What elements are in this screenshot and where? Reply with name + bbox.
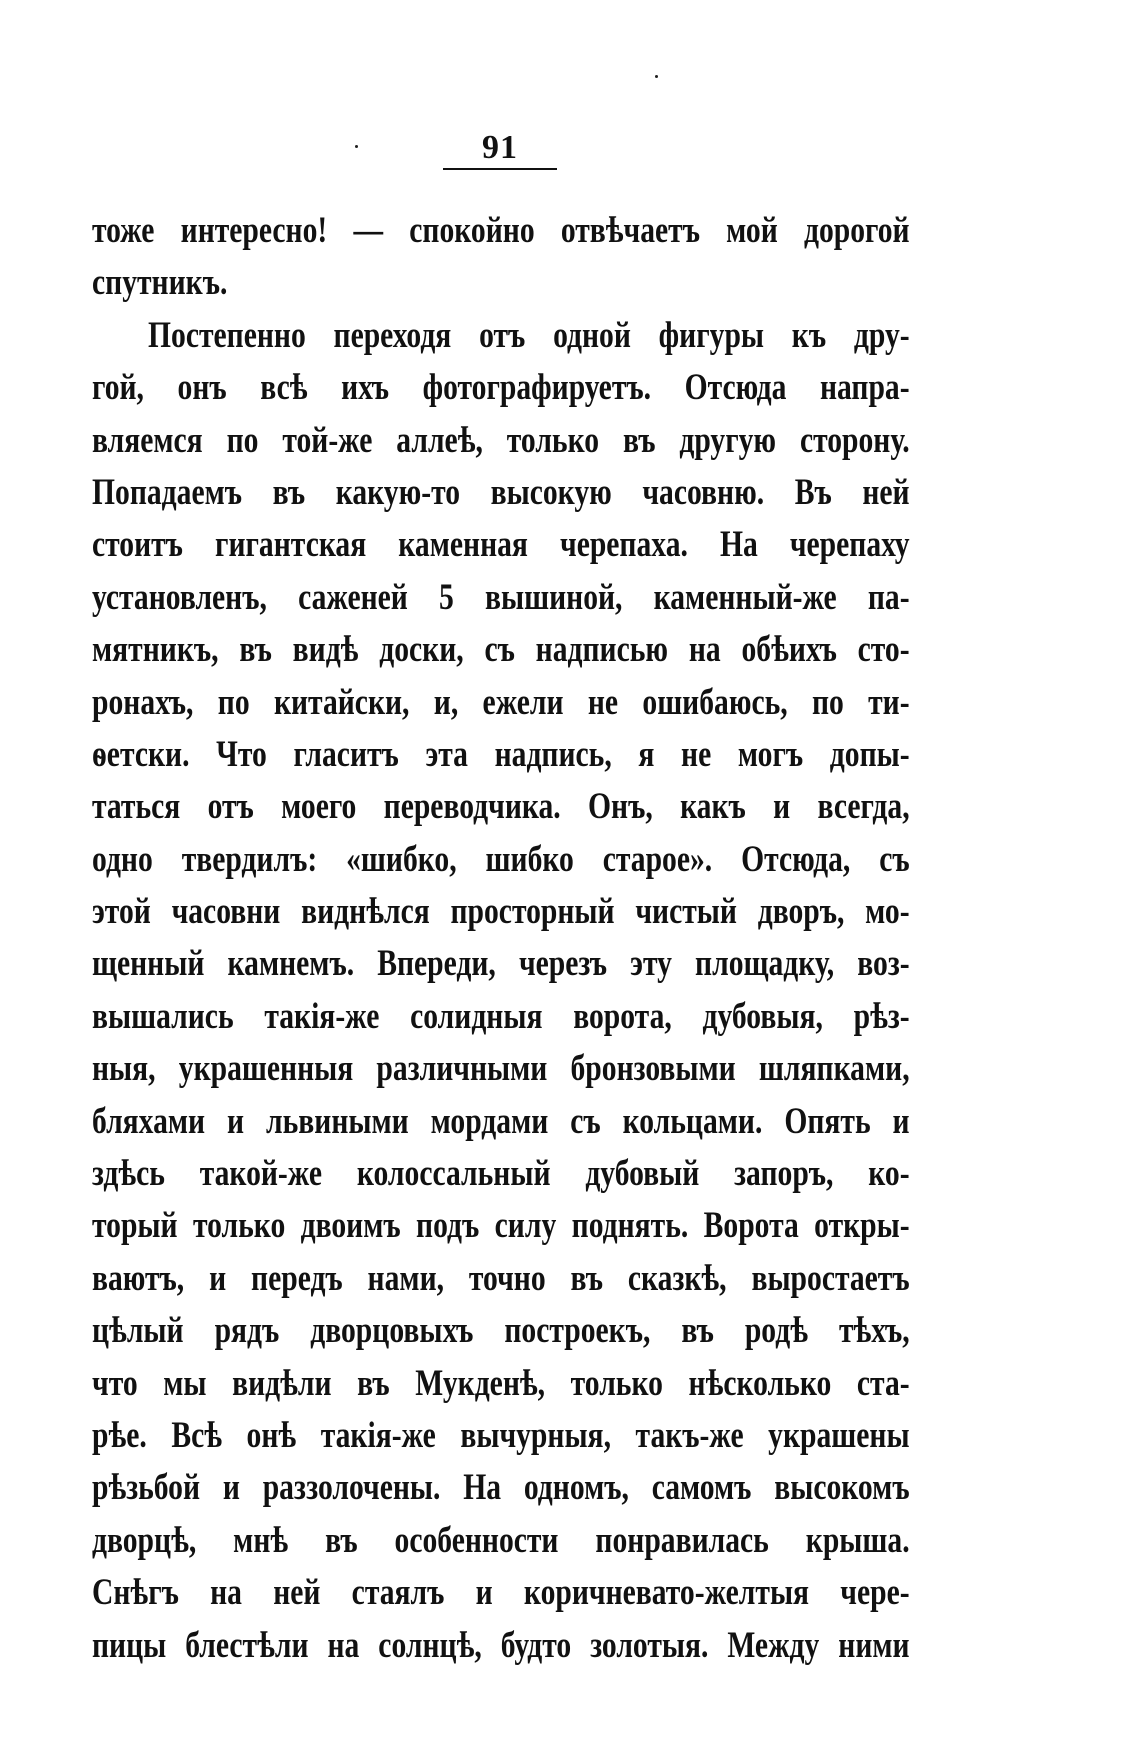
text-line: стоитъ гигантская каменная черепаха. На черепаху [92,524,910,566]
text-line: одно твердилъ: «шибко, шибко старое». Отсюда, съ [92,838,910,880]
print-speck [655,75,658,78]
text-line: ронахъ, по китайски, и, ежели не ошибаюсь, по ти- [92,681,910,723]
text-line: установленъ, саженей 5 вышиной, каменный-же па- [92,576,910,618]
text-line: торый только двоимъ подъ силу поднять. Ворота откры- [92,1205,910,1247]
text-line: гой, онъ всѣ ихъ фотографируетъ. Отсюда напра- [92,367,910,409]
body-text [92,205,910,1672]
text-line: щенный камнемъ. Впереди, черезъ эту площадку, воз- [92,943,910,985]
text-line: тоже интересно! — спокойно отвѣчаетъ мой дорогой [92,210,910,251]
text-line: Попадаемъ въ какую-то высокую часовню. Въ ней [92,471,910,513]
text-line: ваютъ, и передъ нами, точно въ сказкѣ, выростаетъ [92,1257,910,1299]
text-line: дворцѣ, мнѣ въ особенности понравилась крыша. [92,1519,910,1561]
text-line: здѣсь такой-же колоссальный дубовый запоръ, ко- [92,1153,910,1195]
text-line: вышались такія-же солидныя ворота, дубовыя, рѣз- [92,995,910,1037]
text-line: цѣлый рядъ дворцовыхъ построекъ, въ родѣ тѣхъ, [92,1310,910,1352]
text-line: этой часовни виднѣлся просторный чистый дворъ, мо- [92,891,910,933]
text-line: таться отъ моего переводчика. Онъ, какъ и всегда, [92,786,910,828]
text-line: пицы блестѣли на солнцѣ, будто золотыя. Между ними [92,1624,910,1666]
text-line: ѳетски. Что гласитъ эта надпись, я не могъ допы- [92,733,910,775]
text-line: вляемся по той-же аллеѣ, только въ другую сторону. [92,419,910,461]
text-line: что мы видѣли въ Мукденѣ, только нѣсколько ста- [92,1362,910,1404]
text-line: рѣзьбой и раззолочены. На одномъ, самомъ высокомъ [92,1467,910,1509]
text-line: спутникъ. [92,262,228,304]
text-line: Снѣгъ на ней стаялъ и коричневато-желтыя чере- [92,1572,910,1614]
page-number: 91 [482,129,518,166]
text-line: мятникъ, въ видѣ доски, съ надписью на обѣихъ сто- [92,629,910,671]
text-line: ныя, украшенныя различными бронзовыми шляпками, [92,1048,910,1090]
text-line: бляхами и львиными мордами съ кольцами. Опять и [92,1100,910,1142]
page-number-rule [443,168,557,170]
text-line: Постепенно переходя отъ одной фигуры къ дру- [148,314,910,356]
text-line: рѣе. Всѣ онѣ такія-же вычурныя, такъ-же украшены [92,1414,910,1456]
